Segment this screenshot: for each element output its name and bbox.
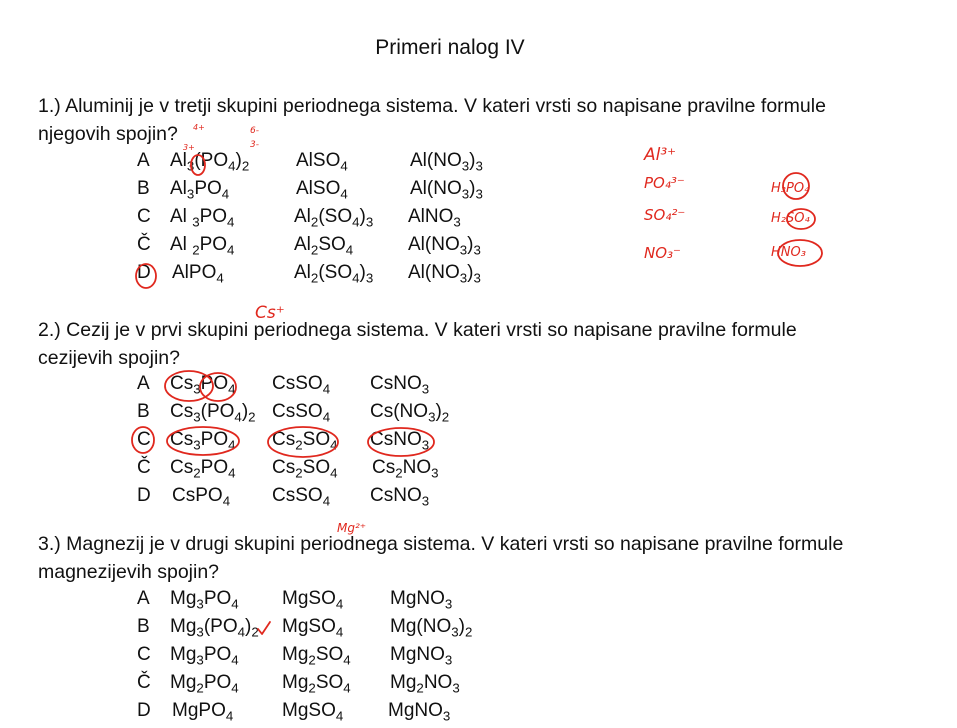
formula-nitrate: CsNO$_3$ <box>370 429 430 453</box>
formula-nitrate: CsNO$_3$ <box>370 485 430 509</box>
charge-note: 3+ <box>183 143 195 152</box>
formula-sulfate: CsSO$_4$ <box>272 401 331 425</box>
circle-mark <box>783 173 809 199</box>
question-2-text <box>38 316 938 372</box>
formula-sulfate: $Cs_2SO_4$ <box>272 457 338 481</box>
option-label: D <box>137 262 151 283</box>
page-title: Primeri nalog IV <box>375 36 525 59</box>
formula-phosphate: $Mg_3PO_4$ <box>170 644 239 668</box>
option-label: Č <box>137 672 151 693</box>
formula-sulfate: $Mg_2SO_4$ <box>282 672 351 696</box>
formula-nitrate: $Al(NO_3)_3$ <box>408 262 481 286</box>
acid-sulfuric-note: H₂SO₄ <box>771 211 810 226</box>
formula-phosphate: $Mg_2PO_4$ <box>170 672 239 696</box>
formula-sulfate: CsSO$_4$ <box>272 485 331 509</box>
formula-phosphate: $Cs_3(PO_4)_2$ <box>170 401 256 425</box>
formula-nitrate: CsNO$_3$ <box>370 373 430 397</box>
formula-phosphate: Al $_2PO_4$ <box>170 234 235 258</box>
acid-phosphoric-note: H₃PO₄ <box>771 181 810 196</box>
question-3-line-1: 3.) Magnezij je v drugi skupini periodnega sistema. V kateri vrsti so napisane pravilne formule <box>38 533 844 555</box>
option-label: B <box>137 616 150 637</box>
formula-nitrate: $Mg_2NO_3$ <box>390 672 460 696</box>
formula-nitrate: $Al(NO_3)_3$ <box>410 150 483 174</box>
question-2-line-2: cezijevih spojin? <box>38 347 180 369</box>
formula-nitrate: $Cs(NO_3)_2$ <box>370 401 450 425</box>
question-3-text <box>38 530 938 586</box>
option-label: A <box>137 150 150 171</box>
formula-nitrate: $Cs_2NO_3$ <box>372 457 439 481</box>
formula-phosphate: $Mg_3PO_4$ <box>170 588 239 612</box>
formula-phosphate: AlPO$_4$ <box>172 262 224 286</box>
formula-phosphate: $Mg_3(PO_4)_2$ <box>170 616 259 640</box>
option-label: B <box>137 401 150 422</box>
question-2-line-1: 2.) Cezij je v prvi skupini periodnega sistema. V kateri vrsti so napisane pravilne formule <box>38 319 797 341</box>
formula-nitrate: MgNO$_3$ <box>390 588 453 612</box>
charge-note: 4+ <box>193 123 205 132</box>
formula-sulfate: AlSO$_4$ <box>296 150 348 174</box>
charge-note: 3- <box>250 140 259 150</box>
formula-sulfate: $Al_2(SO_4)_3$ <box>294 206 374 230</box>
formula-nitrate: $Mg(NO_3)_2$ <box>390 616 473 640</box>
option-label: A <box>137 588 150 609</box>
option-label: Č <box>137 457 151 478</box>
option-label: D <box>137 700 151 721</box>
circle-mark <box>778 240 822 266</box>
ion-aluminium-note: Al³⁺ <box>644 145 677 165</box>
magnesium-ion-note: Mg²⁺ <box>337 521 367 535</box>
question-3-line-2: magnezijevih spojin? <box>38 561 220 583</box>
formula-phosphate: $Al_3PO_4$ <box>170 178 230 202</box>
option-label: C <box>137 429 151 450</box>
formula-nitrate: MgNO$_3$ <box>388 700 451 724</box>
ion-sulfate-note: SO₄²⁻ <box>644 206 686 224</box>
charge-note: 6- <box>250 126 259 136</box>
formula-sulfate: AlSO$_4$ <box>296 178 348 202</box>
question-1-line-2: njegovih spojin? <box>38 123 178 145</box>
option-label: A <box>137 373 150 394</box>
option-label: C <box>137 206 151 227</box>
question-1-line-1: 1.) Aluminij je v tretji skupini periodnega sistema. V kateri vrsti so napisane pravilne formule <box>38 95 826 117</box>
formula-phosphate: $Cs_3PO_4$ <box>170 429 236 453</box>
formula-sulfate: MgSO$_4$ <box>282 616 344 640</box>
option-label: D <box>137 485 151 506</box>
formula-sulfate: MgSO$_4$ <box>282 700 344 724</box>
formula-phosphate: MgPO$_4$ <box>172 700 234 724</box>
formula-sulfate: $Mg_2SO_4$ <box>282 644 351 668</box>
ion-phosphate-note: PO₄³⁻ <box>644 174 685 192</box>
option-label: B <box>137 178 150 199</box>
formula-nitrate: $Al(NO_3)_3$ <box>408 234 481 258</box>
formula-nitrate: MgNO$_3$ <box>390 644 453 668</box>
formula-sulfate: $Cs_2SO_4$ <box>272 429 338 453</box>
question-1-text <box>38 92 938 148</box>
formula-phosphate: CsPO$_4$ <box>172 485 231 509</box>
formula-nitrate: $Al(NO_3)_3$ <box>410 178 483 202</box>
option-label: Č <box>137 234 151 255</box>
formula-sulfate: $Al_2SO_4$ <box>294 234 354 258</box>
acid-nitric-note: HNO₃ <box>771 245 806 260</box>
cesium-ion-note: Cs⁺ <box>255 303 285 323</box>
formula-phosphate: $Cs_3PO_4$ <box>170 373 236 397</box>
formula-nitrate: AlNO$_3$ <box>408 206 461 230</box>
ion-nitrate-note: NO₃⁻ <box>644 244 681 262</box>
formula-phosphate: Al $_3PO_4$ <box>170 206 235 230</box>
formula-sulfate: CsSO$_4$ <box>272 373 331 397</box>
circle-mark <box>787 209 815 229</box>
option-label: C <box>137 644 151 665</box>
formula-phosphate: $Al_3(PO_4)_2$ <box>170 150 250 174</box>
formula-sulfate: MgSO$_4$ <box>282 588 344 612</box>
formula-sulfate: $Al_2(SO_4)_3$ <box>294 262 374 286</box>
check-mark-icon <box>258 622 270 634</box>
formula-phosphate: $Cs_2PO_4$ <box>170 457 236 481</box>
